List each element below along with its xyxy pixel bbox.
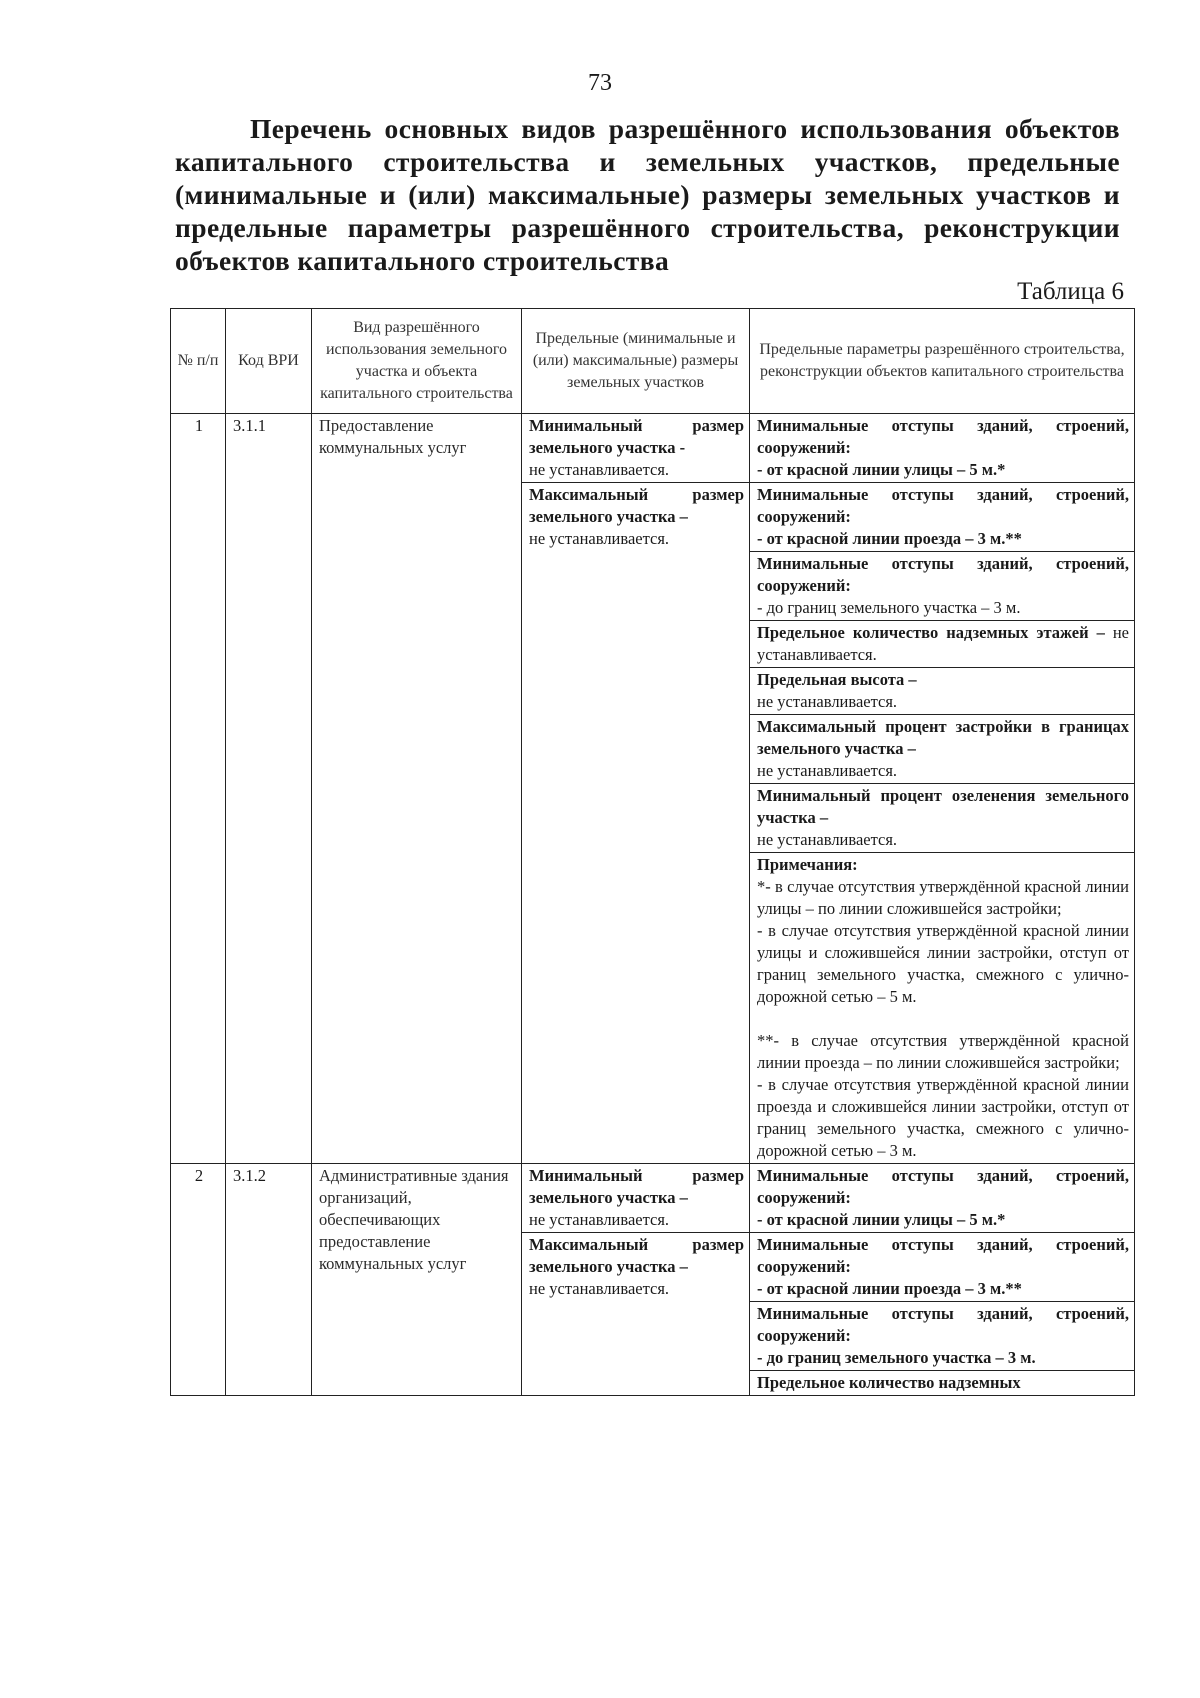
note-text: - в случае отсутствия утверждённой красной линии улицы и сложившейся линии застройки, отступ от границ земельного участка, смежного с улично-дорожной сетью – 5 м.: [757, 921, 1129, 1006]
min-size-value: не устанавливается.: [529, 1210, 670, 1229]
row-vri: Предоставление коммунальных услуг: [312, 414, 522, 1164]
param-label: Минимальные отступы зданий, строений, сооружений:: [757, 416, 1129, 457]
document-title: Перечень основных видов разрешённого использования объектов капитального строительства и земельных участков, предельные (минимальные и (или) максимальные) размеры земельных участков и предельные параметры разрешённого строительства, реконструкции объектов капитального строительства: [175, 113, 1120, 276]
param-value: - от красной линии улицы – 5 м.*: [757, 460, 1006, 479]
max-size-value: не устанавливается.: [529, 1279, 670, 1298]
param-label: Минимальные отступы зданий, строений, сооружений:: [757, 1235, 1129, 1276]
note-text: - в случае отсутствия утверждённой красной линии проезда и сложившейся линии застройки, отступ от границ земельного участка, смежного с улично-дорожной сетью – 3 м.: [757, 1075, 1129, 1160]
param-cell: [750, 483, 1135, 552]
table-row: [171, 1164, 1135, 1233]
notes-cell: [750, 853, 1135, 1164]
row-code: 3.1.1: [226, 414, 312, 1164]
param-label: Предельная высота –: [757, 670, 917, 689]
page-number: 73: [588, 70, 612, 96]
param-label: Максимальный процент застройки в границах земельного участка –: [757, 717, 1129, 758]
param-value: - от красной линии проезда – 3 м.**: [757, 1279, 1022, 1298]
table-header-row: [171, 309, 1135, 414]
max-size-label: Максимальный размер земельного участка –: [529, 485, 744, 526]
param-label: Минимальный процент озеленения земельного участка –: [757, 786, 1129, 827]
header-code: Код ВРИ: [226, 309, 312, 414]
min-size-label: Минимальный размер земельного участка -: [529, 416, 744, 457]
param-cell: [750, 621, 1135, 668]
row-code: 3.1.2: [226, 1164, 312, 1396]
row-vri: Административные здания организаций, обеспечивающих предоставление коммунальных услуг: [312, 1164, 522, 1396]
header-vri: Вид разрешённого использования земельного участка и объекта капитального строительства: [312, 309, 522, 414]
vri-table: [170, 308, 1135, 1396]
param-cell: [750, 414, 1135, 483]
header-params: Предельные параметры разрешённого строительства, реконструкции объектов капитального строительства: [750, 309, 1135, 414]
max-size-cell: [522, 1233, 750, 1396]
param-label: Минимальные отступы зданий, строений, сооружений:: [757, 485, 1129, 526]
table-row: [171, 414, 1135, 483]
param-value: не устанавливается.: [757, 761, 898, 780]
max-size-label: Максимальный размер земельного участка –: [529, 1235, 744, 1276]
param-value: - от красной линии проезда – 3 м.**: [757, 529, 1022, 548]
param-label: Предельное количество надземных этажей –: [757, 623, 1105, 642]
param-value: - до границ земельного участка – 3 м.: [757, 1348, 1036, 1367]
param-cell: [750, 552, 1135, 621]
param-value: не устанавливается.: [757, 623, 1129, 664]
header-num: № п/п: [171, 309, 226, 414]
param-label: Минимальные отступы зданий, строений, сооружений:: [757, 1166, 1129, 1207]
note-text: **- в случае отсутствия утверждённой красной линии проезда – по линии сложившейся застройки;: [757, 1031, 1129, 1072]
min-size-cell: [522, 1164, 750, 1233]
param-value: - от красной линии улицы – 5 м.*: [757, 1210, 1006, 1229]
param-cell: [750, 715, 1135, 784]
row-number: 2: [171, 1164, 226, 1396]
min-size-value: не устанавливается.: [529, 460, 670, 479]
param-value: не устанавливается.: [757, 830, 898, 849]
notes-title: Примечания:: [757, 855, 858, 874]
param-value: не устанавливается.: [757, 692, 898, 711]
param-cell: [750, 1371, 1135, 1396]
param-cell: [750, 1233, 1135, 1302]
param-value: - до границ земельного участка – 3 м.: [757, 598, 1021, 617]
note-text: *- в случае отсутствия утверждённой красной линии улицы – по линии сложившейся застройки;: [757, 877, 1129, 918]
param-cell: [750, 668, 1135, 715]
max-size-value: не устанавливается.: [529, 529, 670, 548]
table-caption: Таблица 6: [1017, 278, 1124, 305]
param-cell: [750, 1302, 1135, 1371]
max-size-cell: [522, 483, 750, 1164]
param-label: Минимальные отступы зданий, строений, сооружений:: [757, 554, 1129, 595]
param-label: Минимальные отступы зданий, строений, сооружений:: [757, 1304, 1129, 1345]
min-size-cell: [522, 414, 750, 483]
min-size-label: Минимальный размер земельного участка –: [529, 1166, 744, 1207]
param-cell: [750, 784, 1135, 853]
param-cell: [750, 1164, 1135, 1233]
row-number: 1: [171, 414, 226, 1164]
param-label: Предельное количество надземных: [757, 1373, 1021, 1392]
header-sizes: Предельные (минимальные и (или) максимальные) размеры земельных участков: [522, 309, 750, 414]
